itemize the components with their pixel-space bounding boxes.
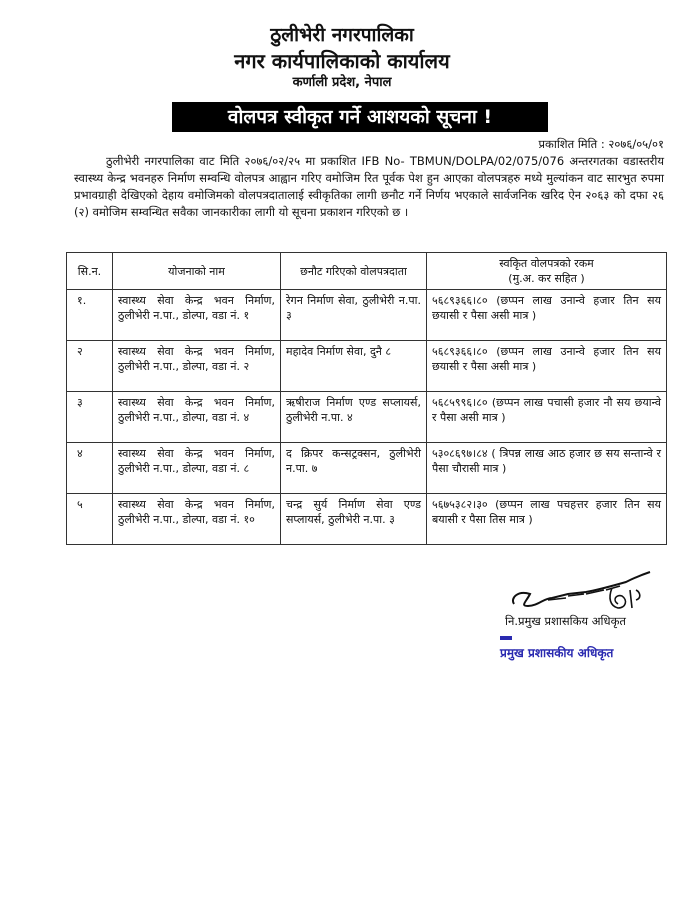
row-bidder: महादेव निर्माण सेवा, दुनै ८: [281, 341, 427, 392]
table-row: [67, 494, 667, 545]
row-sn: ५: [67, 494, 113, 545]
row-bidder: ऋषीराज निर्माण एण्ड सप्लायर्स, ठुलीभेरी न.पा. ४: [281, 392, 427, 443]
stamp-mark-icon: [500, 636, 514, 642]
header-amount-sub: (मु.अ. कर सहित ): [508, 272, 585, 285]
municipality-name: ठुलीभेरी नगरपालिका: [270, 24, 414, 46]
office-location: कर्णाली प्रदेश, नेपाल: [292, 75, 392, 90]
row-project: स्वास्थ्य सेवा केन्द्र भवन निर्माण, ठुलीभेरी न.पा., डोल्पा, वडा नं. २: [113, 341, 281, 392]
row-project: स्वास्थ्य सेवा केन्द्र भवन निर्माण, ठुलीभेरी न.पा., डोल्पा, वडा नं. १: [113, 290, 281, 341]
row-sn: २: [67, 341, 113, 392]
row-amount: ५६८५९९६।८० (छप्पन लाख पचासी हजार नौ सय छयान्वे र पैसा असी मात्र ): [427, 392, 667, 443]
row-project: स्वास्थ्य सेवा केन्द्र भवन निर्माण, ठुलीभेरी न.पा., डोल्पा, वडा नं. ८: [113, 443, 281, 494]
table-header-row: [67, 253, 667, 290]
notice-body-text: ठुलीभेरी नगरपालिका वाट मिति २०७६/०२/२५ मा प्रकाशित IFB No- TBMUN/DOLPA/02/075/076 अन्तरगतका वडास्तरीय स्वास्थ्य केन्द्र भवनहरु निर्माण सम्वन्धि वोलपत्र आह्वान गरिए वमोजिम रित पूर्वक पेश हुन आएका वोलपत्रहरु मध्ये मुल्यांकन वाट सारभुत रुपमा प्रभावग्राही देखिएको देहाय वमोजिमको वोलपत्रदातालाई स्वीकृतिका लागी छनौट गर्ने निर्णय भएकाले सार्वजनिक खरिद ऐन २०६३ को दफा २६ (२) वमोजिम सम्वन्धित सवैका जानकारीका लागी यो सूचना प्रकाशन गरिएको छ ।: [74, 154, 664, 219]
header-amount: [427, 253, 667, 290]
row-amount: ५६७५३८२।३० (छप्पन लाख पचहत्तर हजार तिन सय बयासी र पैसा तिस मात्र ): [427, 494, 667, 545]
table-row: [67, 392, 667, 443]
row-bidder: रेगन निर्माण सेवा, ठुलीभेरी न.पा. ३: [281, 290, 427, 341]
header-amount-title: स्वकृित वोलपत्रको रकम: [499, 257, 594, 270]
row-bidder: चन्द्र सुर्य निर्माण सेवा एण्ड सप्लायर्स, ठुलीभेरी न.पा. ३: [281, 494, 427, 545]
row-project: स्वास्थ्य सेवा केन्द्र भवन निर्माण, ठुलीभेरी न.पा., डोल्पा, वडा नं. ४: [113, 392, 281, 443]
table-row: [67, 443, 667, 494]
handwritten-signature: [508, 568, 658, 620]
row-sn: १.: [67, 290, 113, 341]
letterhead: [0, 22, 684, 92]
notice-body: [74, 153, 664, 221]
official-stamp: प्रमुख प्रशासकीय अधिकृत: [500, 646, 614, 660]
published-date: प्रकाशित मिति : २०७६/०५/०१: [538, 137, 664, 151]
row-amount: ५६८९३६६।८० (छप्पन लाख उनान्वे हजार तिन सय छयासी र पैसा असी मात्र ): [427, 290, 667, 341]
row-amount: ५३०८६९७।८४ ( त्रिपन्न लाख आठ हजार छ सय सन्तान्वे र पैसा चौरासी मात्र ): [427, 443, 667, 494]
table-row: [67, 341, 667, 392]
row-sn: ४: [67, 443, 113, 494]
notice-title: वोलपत्र स्वीकृत गर्ने आशयको सूचना !: [172, 102, 548, 132]
selected-bidders-table: [66, 252, 667, 545]
row-amount: ५६८९३६६।८० (छप्पन लाख उनान्वे हजार तिन सय छयासी र पैसा असी मात्र ): [427, 341, 667, 392]
row-sn: ३: [67, 392, 113, 443]
header-project: योजनाको नाम: [113, 253, 281, 290]
signatory-title: नि.प्रमुख प्रशासकिय अधिकृत: [505, 614, 626, 628]
header-sn: सि.न.: [67, 253, 113, 290]
table-row: [67, 290, 667, 341]
header-bidder: छनौट गरिएको वोलपत्रदाता: [281, 253, 427, 290]
office-name: नगर कार्यपालिकाको कार्यालय: [234, 49, 450, 73]
row-project: स्वास्थ्य सेवा केन्द्र भवन निर्माण, ठुलीभेरी न.पा., डोल्पा, वडा नं. १०: [113, 494, 281, 545]
row-bidder: द क्रिपर कन्सट्रक्सन, ठुलीभेरी न.पा. ७: [281, 443, 427, 494]
